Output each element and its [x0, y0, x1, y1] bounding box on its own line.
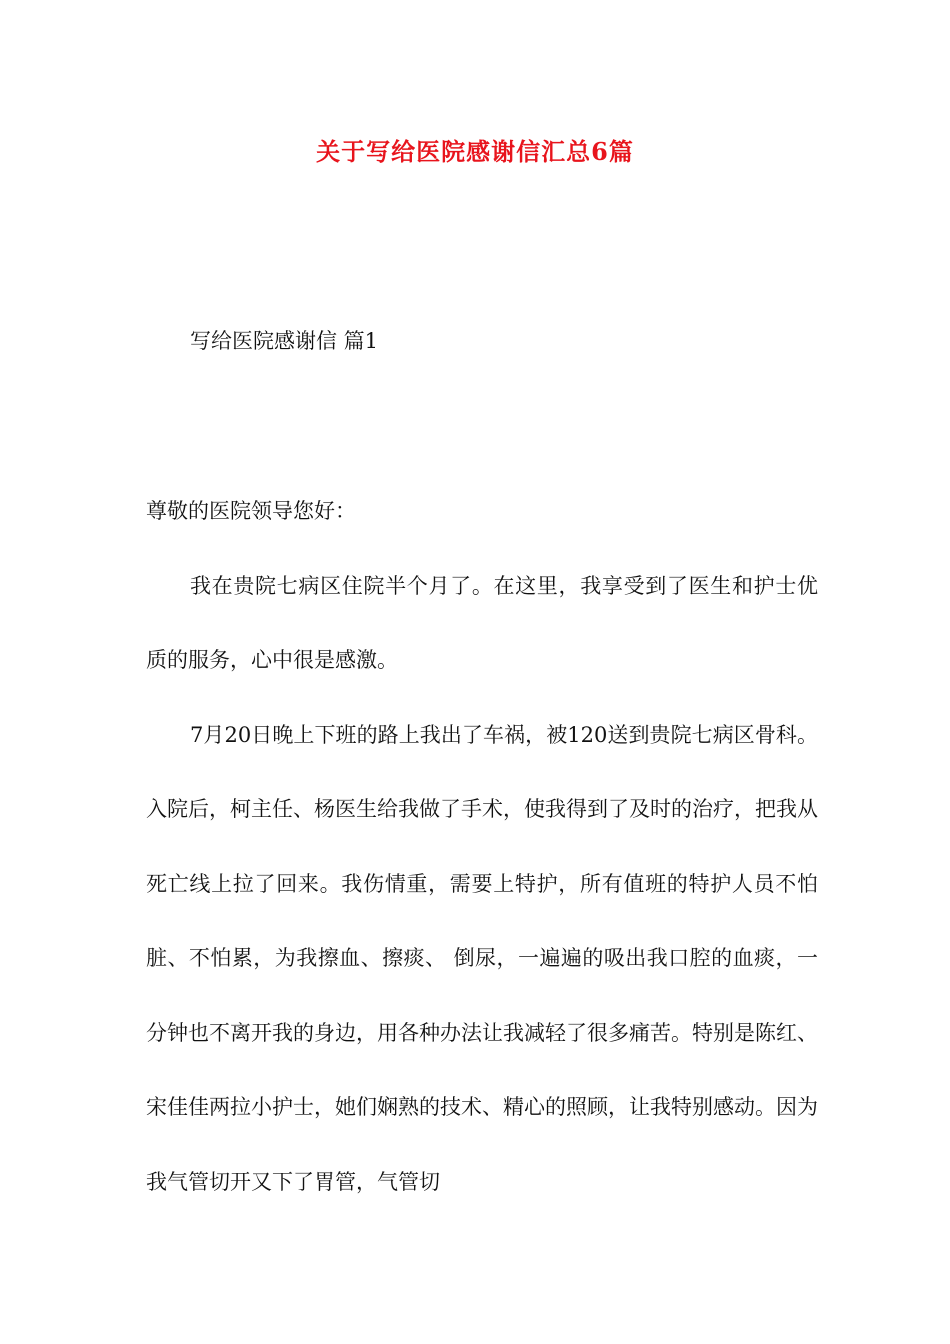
section-heading: 写给医院感谢信 篇1 [190, 329, 379, 353]
paragraph: 我在贵院七病区住院半个月了。在这里，我享受到了医生和护士优质的服务，心中很是感激。 [146, 573, 818, 672]
paragraph: 7月20日晚上下班的路上我出了车祸，被120送到贵院七病区骨科。入院后，柯主任、杨医生给我做了手术，使我得到了及时的治疗，把我从死亡线上拉了回来。我伤情重，需要上特护，所有值班的特护人员不怕脏、不怕累，为我擦血、擦痰、 倒尿，一遍遍的吸出我口腔的血痰，一分钟也不离开我的身边，用各种办法让我减轻了很多痛苦。特别是陈红、宋佳佳两拉小护士，她们娴熟的技术、精心的照顾，让我特别感动。因为我气管切开又下了胃管，气管切 [146, 722, 818, 1194]
salutation: 尊敬的医院领导您好： [146, 499, 356, 523]
document-title: 关于写给医院感谢信汇总6篇 [316, 137, 634, 166]
letter-body [146, 474, 818, 1219]
